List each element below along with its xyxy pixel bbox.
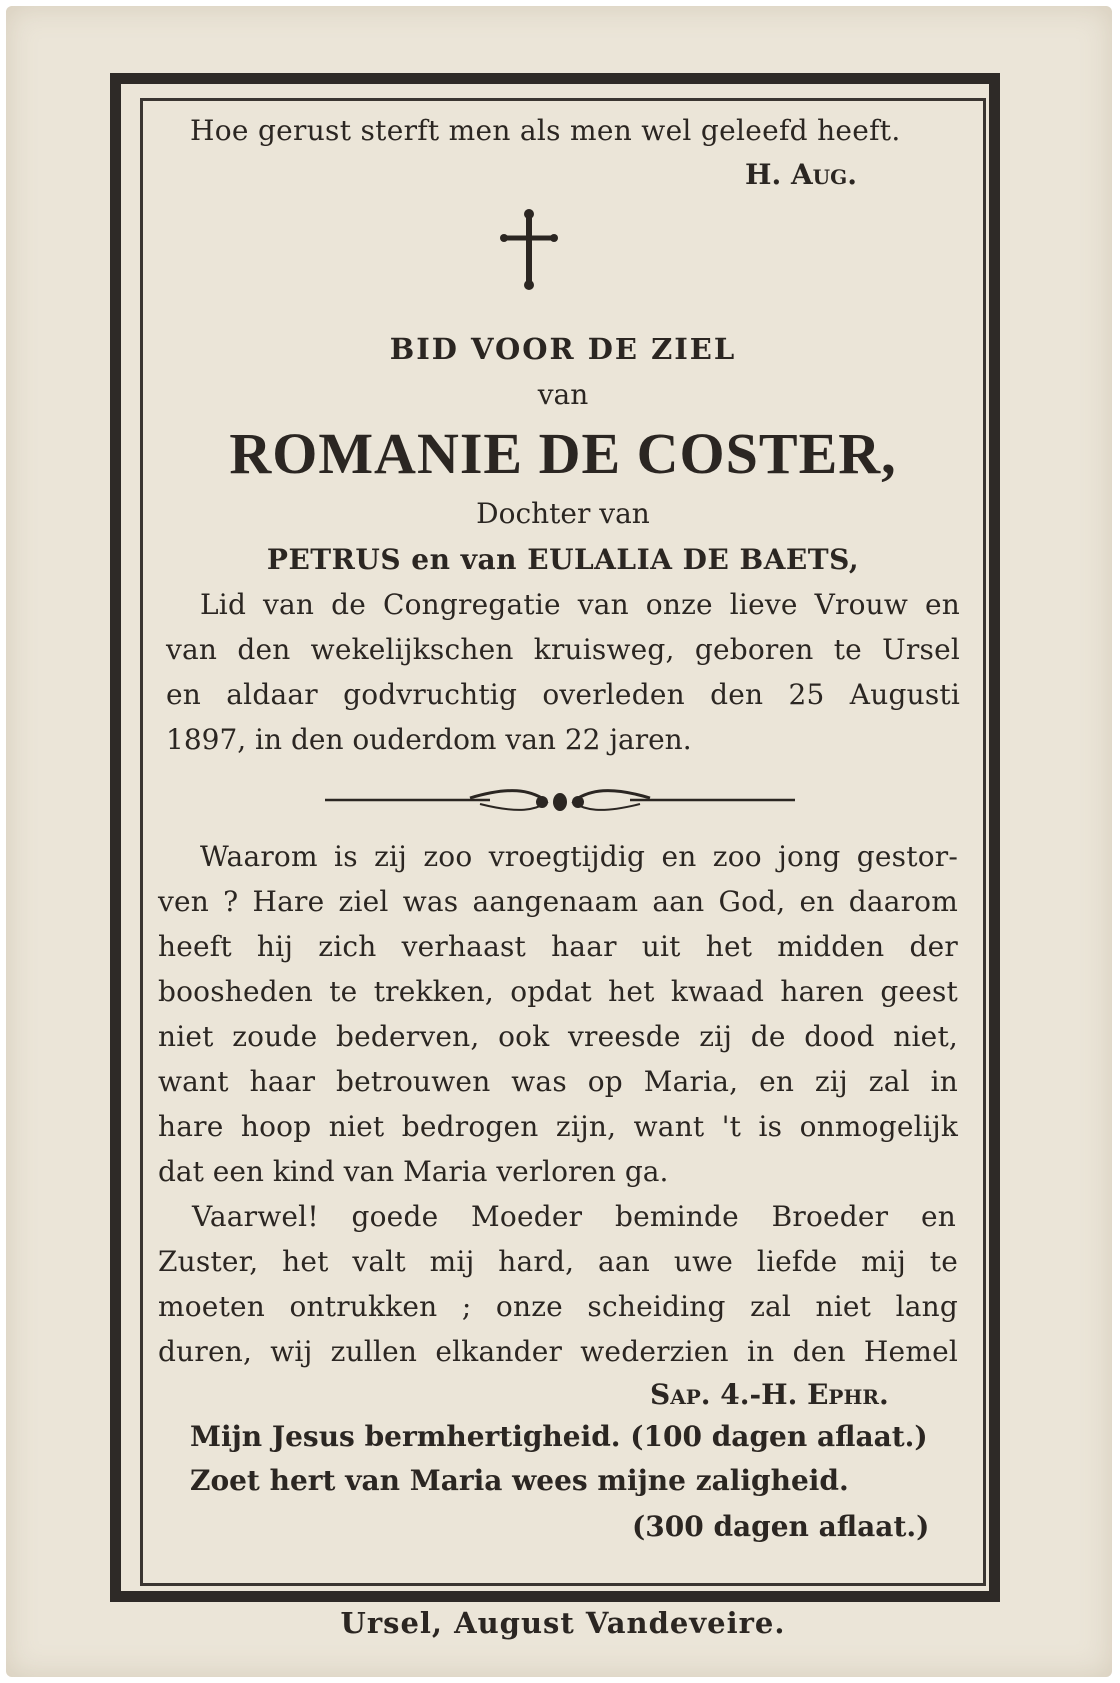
paragraph1-line: ven ? Hare ziel was aangenaam aan God, en daarom — [158, 885, 958, 918]
parents-names: PETRUS en van EULALIA DE BAETS, — [266, 543, 860, 576]
daughter-of: Dochter van — [476, 497, 650, 530]
paragraph1-line: Waarom is zij zoo vroegtijdig en zoo jong gestor- — [200, 840, 958, 873]
ornament-divider-icon — [320, 780, 800, 820]
deceased-name: ROMANIE DE COSTER, — [229, 421, 897, 486]
paragraph1-line: niet zoude bederven, ook vreesde zij de dood niet, — [158, 1020, 958, 1053]
paragraph1-line: heeft hij zich verhaast haar uit het midden der — [158, 930, 958, 963]
prayer-line: Mijn Jesus bermhertigheid. (100 dagen aflaat.) — [190, 1420, 928, 1453]
heading-van: van — [537, 378, 589, 411]
paragraph2-line: Vaarwel! goede Moeder beminde Broeder en — [192, 1200, 956, 1233]
bio-line: 1897, in den ouderdom van 22 jaren. — [166, 723, 692, 756]
prayer-indulgence: (300 dagen aflaat.) — [632, 1510, 930, 1543]
prayer-heading: BID VOOR DE ZIEL — [389, 332, 737, 366]
paragraph1-line: dat een kind van Maria verloren ga. — [158, 1155, 669, 1188]
bio-line: en aldaar godvruchtig overleden den 25 Augusti — [166, 678, 960, 711]
bio-line: van den wekelijkschen kruisweg, geboren te Ursel — [166, 633, 960, 666]
printer-imprint: Ursel, August Vandeveire. — [340, 1606, 786, 1640]
paragraph2-source: Sap. 4.-H. Ephr. — [650, 1378, 889, 1411]
paragraph1-line: want haar betrouwen was op Maria, en zij zal in — [158, 1065, 958, 1098]
paragraph1-line: hare hoop niet bedrogen zijn, want 't is onmogelijk — [158, 1110, 958, 1143]
motto-source: H. Aug. — [745, 158, 857, 191]
paragraph2-line: duren, wij zullen elkander wederzien in den Hemel — [158, 1335, 958, 1368]
paragraph1-line: boosheden te trekken, opdat het kwaad haren geest — [158, 975, 958, 1008]
bio-line: Lid van de Congregatie van onze lieve Vrouw en — [200, 588, 960, 621]
cross-icon — [497, 208, 561, 292]
paragraph2-line: Zuster, het valt mij hard, aan uwe liefde mij te — [158, 1245, 958, 1278]
paragraph2-line: moeten ontrukken ; onze scheiding zal niet lang — [158, 1290, 958, 1323]
prayer-line: Zoet hert van Maria wees mijne zaligheid. — [190, 1464, 849, 1497]
motto-text: Hoe gerust sterft men als men wel geleefd heeft. — [190, 114, 901, 147]
